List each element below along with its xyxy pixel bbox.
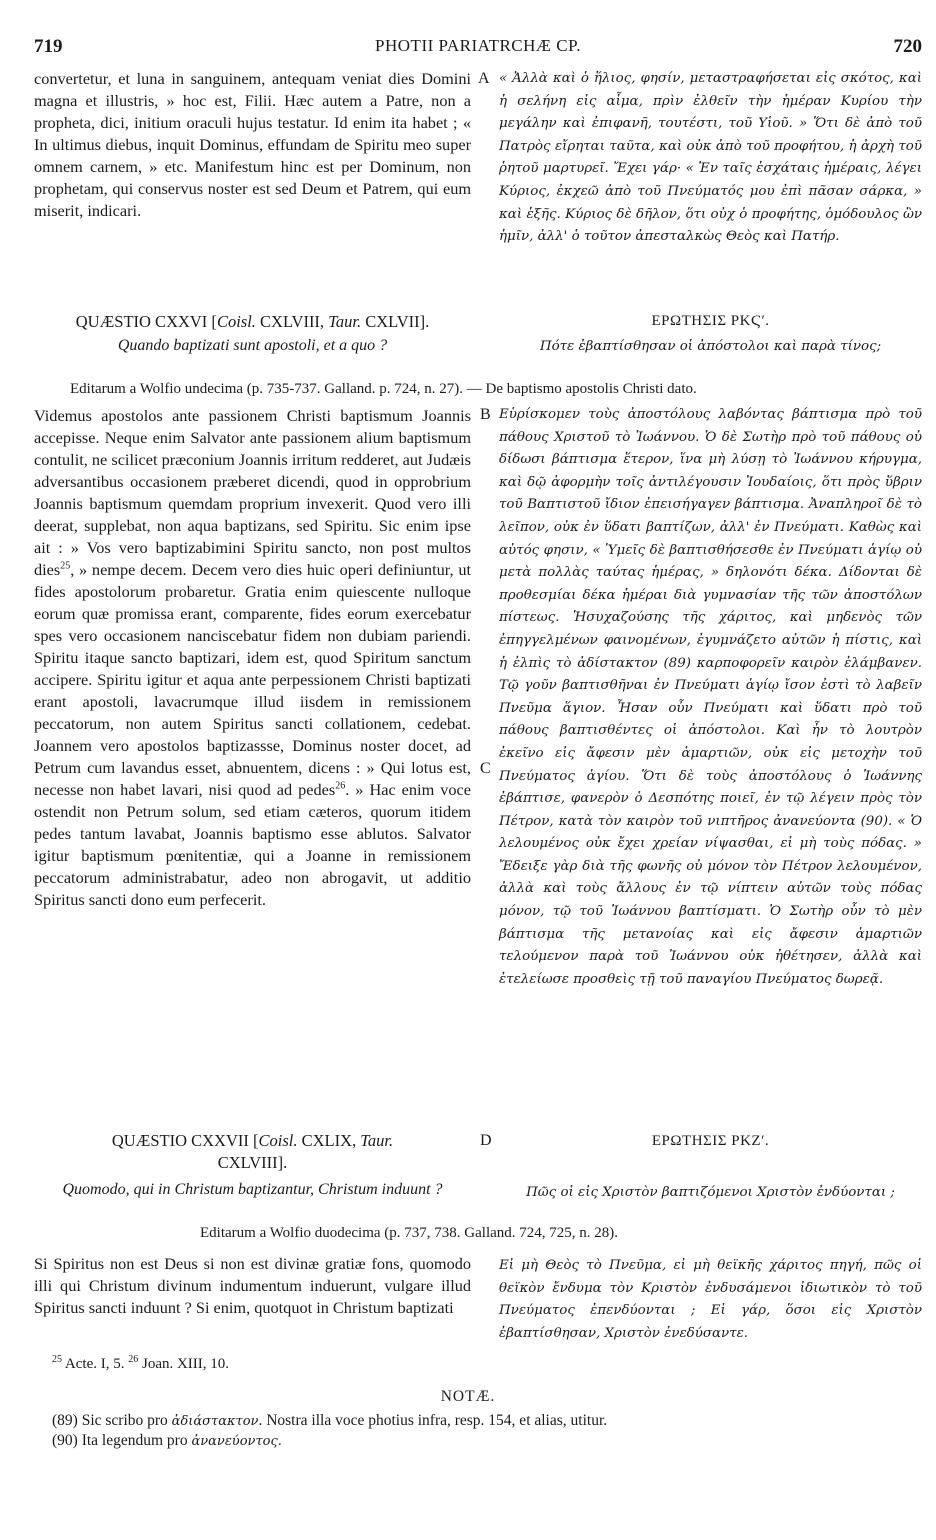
left-page-number: 719 <box>34 36 63 57</box>
margin-marker-c: C <box>480 760 491 777</box>
margin-marker-b: B <box>480 406 491 423</box>
latin-paragraph: Videmus apostolos ante passionem Christi baptismum Joannis accepisse. Neque enim Salvator ante passionem alium baptismum contulit, ne scilicet præconium Joannis irritum redderet, aut Judæis adversantibus occasionem præberet dicendi, quod in opprobrium Joannis baptismum quemdam proprium invexerit. Quod vero illi deerat, supplebat, non aqua baptizans, sed Spiritu. Sic enim ipse ait : » Vos vero baptizabimini Spiritu sancto, non post multos dies$^{25}$, » nempe decem. Decem vero dies huic operi definiuntur, ut fides apostolorum probaretur. Gratia enim quiescente nulloque eorum quæ promissa erant, comparente, fides eorum exercebatur spes vero occasionem nanciscebatur fidem non dubiam pariendi. Spiritu itaque sancto baptizari, idem est, quod Spiritum sanctum accipere. Spiritu igitur et aqua ante perpessionem Christi baptizati erant apostoli, lavacrumque illud iisdem in remissionem peccatorum, non autem Spiritus sancti collationem, cedebat. Joannem vero apostolos baptizassse, Dominus noster docet, ad Petrum cum lavandus esset, abnuentem, dicens : » Qui lotus est, necesse non habet lavari, nisi quod ad pedes$^{26}$. » Hac enim voce ostendit non Petrum solum, sed etiam cæteros, quorum itidem pedes tantum lavabat, Joannis baptismo esse ablutos. Salvator igitur baptismum pœnitentiæ, qui a Joanne in remissionem peccatorum administrabatur, adeo non abrogavit, ut additio Spiritus sancti dono eum perfecerit. <box>34 406 471 909</box>
right-page-number: 720 <box>893 36 922 57</box>
latin-paragraph: convertetur, et luna in sanguinem, antequam veniat dies Domini magna et illustris, » hoc est, Filii. Hæc autem a Patre, non a propheta, dici, initium oraculi hujus testatur. Id enim ita habet ; « In ultimus diebus, inquit Dominus, effundam de Spiritu meo super omnem carnem, » etc. Manifestum hinc est per Dominum, non prophetam, qui conservus noster est sed Deum et Patrem, qui eum miserit, indicari. <box>34 69 471 220</box>
question-127-edition-note: Editarum a Wolfio duodecima (p. 737, 738. Galland. 724, 725, n. 28). <box>200 1225 619 1241</box>
page-header <box>34 36 922 62</box>
question-127-title: QUÆSTIO CXXVII [Coisl. CXLIX, Taur. CXLVIII]. <box>111 1131 394 1172</box>
margin-marker-d: D <box>480 1132 492 1149</box>
footnote-ref: 26 <box>335 780 346 792</box>
latin-column-intro <box>34 68 471 222</box>
margin-marker-a: A <box>478 70 490 87</box>
greek-question-127-title: ΕΡΩΤΗΣΙΣ ΡΚΖʹ. <box>651 1133 770 1149</box>
latin-paragraph: Si Spiritus non est Deus si non est divinæ gratiæ fons, quomodo illi qui Christum divinum indumentum induerunt, vulgare illud Spiritus sancti induunt ? Si enim, quotquot in Christum baptizati <box>34 1254 471 1317</box>
greek-question-127-subtitle: Πῶς οἱ εἰς Χριστὸν βαπτιζόμενοι Χριστὸν ἐνδύονται ; <box>526 1185 895 1200</box>
notae-heading: NOTÆ. <box>440 1388 496 1405</box>
note-89: (89) Sic scribo pro ἀδιάστακτον. Nostra illa voce photius infra, resp. 154, et alias, utitur. <box>52 1412 608 1429</box>
footnotes: $^{25}$ Acte. I, 5. $^{26}$ Joan. XIII, 10. <box>52 1354 230 1372</box>
question-126-subtitle: Quando baptizati sunt apostoli, et a quo ? <box>117 337 388 354</box>
greek-column-intro <box>499 68 922 249</box>
question-126-title: QUÆSTIO CXXVI [Coisl. CXLVIII, Taur. CXLVII]. <box>75 312 430 331</box>
running-title: PHOTII PARIATRCHÆ CP. <box>375 36 581 55</box>
latin-column-q127 <box>34 1253 471 1319</box>
note-90: (90) Ita legendum pro ἀνανεύοντος. <box>52 1432 282 1449</box>
question-127-subtitle: Quomodo, qui in Christum baptizantur, Christum induunt ? <box>62 1181 443 1198</box>
footnote-ref: 25 <box>60 560 71 572</box>
greek-question-126-title: ΕΡΩΤΗΣΙΣ ΡΚϚʹ. <box>651 313 770 329</box>
greek-question-126-subtitle: Πότε ἐβαπτίσθησαν οἱ ἀπόστολοι καὶ παρὰ τίνος; <box>539 339 882 354</box>
greek-paragraph: « Ἀλλὰ καὶ ὁ ἥλιος, φησίν, μεταστραφήσεται εἰς σκότος, καὶ ἡ σελήνη εἰς αἷμα, πρὶν ἐλθεῖν τὴν ἡμέραν Κυρίου τὴν μεγάλην καὶ ἐπιφανῆ, τουτέστι, τοῦ Υἱοῦ. » Ὅτι δὲ ἀπὸ τοῦ Πατρὸς εἴρηται ταῦτα, καὶ οὐκ ἀπὸ τοῦ προφήτου, ἡ ἀρχὴ τοῦ ῥητοῦ μαρτυρεῖ. Ἔχει γάρ· « Ἐν ταῖς ἐσχάταις ἡμέραις, λέγει Κύριος, ἐκχεῶ ἀπὸ τοῦ Πνεύματός μου ἐπὶ πᾶσαν σάρκα, » καὶ ἑξῆς. Κύριος δὲ δῆλον, ὅτι οὐχ ὁ προφήτης, ὁμόδουλος ὢν ἡμῖν, ἀλλ' ὁ τοῦτον ἀπεσταλκὼς Θεὸς καὶ Πατήρ. <box>499 71 922 245</box>
greek-paragraph: Εἰ μὴ Θεὸς τὸ Πνεῦμα, εἰ μὴ θεϊκῆς χάριτος πηγή, πῶς οἱ θεϊκὸν ἔνδυμα τὸν Κριστὸν ἐνδυσάμενοι ἰδιωτικὸν τὸ τοῦ Πνεύματος ἐπενδύονται ; Εἰ γάρ, ὅσοι εἰς Χριστὸν ἐβαπτίσθησαν, Χριστὸν ἐνεδύσαντε. <box>499 1258 922 1341</box>
question-126-edition-note: Editarum a Wolfio undecima (p. 735-737. Galland. p. 724, n. 27). — De baptismo apostolis Christi dato. <box>70 381 697 397</box>
latin-column-q126 <box>34 405 471 911</box>
greek-paragraph: Εὑρίσκομεν τοὺς ἀποστόλους λαβόντας βάπτισμα πρὸ τοῦ πάθους Χριστοῦ τὸ Ἰωάννου. Ὁ δὲ Σωτὴρ πρὸ τοῦ πάθους οὐ δίδωσι βάπτισμα ἕτερον, ἵνα μὴ λύσῃ τὸ Ἰωάννου κήρυγμα, καὶ δῷ ἀφορμὴν τοῖς ἀντιλέγουσιν Ἰουδαίοις, ὅτι πρὸς ὕβριν τοῦ Βαπτιστοῦ ἴδιον ἐπεισήγαγεν βάπτισμα. Ἀναπληροῖ δὲ τὸ λεῖπον, οὐκ ἐν ὕδατι βαπτίζων, ἀλλ' ἐν Πνεύματι. Καθὼς καὶ αὐτός φησιν, « Ὑμεῖς δὲ βαπτισθήσεσθε ἐν Πνεύματι ἁγίῳ οὐ μετὰ πολλὰς ταύτας ἡμέρας, » δηλονότι δέκα. Δίδονται δὲ προθεσμίαι δέκα ἡμέραι διὰ γυμνασίαν τῆς τῶν ἀποστόλων πίστεως. Ἡσυχαζούσης τῆς χάριτος, καὶ μηδενὸς τῶν ἐπηγγελμένων φαινομένων, ἐγυμνάζετο αὐτῶν ἡ πίστις, καὶ ἡ ἐλπὶς τὸ ἀδίστακτον (89) καρποφορεῖν καιρὸν ἐλάμβανεν. Τῷ γοῦν βαπτισθῆναι ἐν Πνεύματι ἁγίῳ ἴσον ἐστὶ τὸ λαβεῖν Πνεῦμα ἅγιον. Ἦσαν οὖν Πνεύματι καὶ ὕδατι πρὸ τοῦ πάθους βαπτισθέντες οἱ ἀπόστολοι. Καὶ ἦν τὸ λουτρὸν ἐκεῖνο εἰς ἄφεσιν μὲν ἁμαρτιῶν, οὐκ εἰς μετοχὴν τοῦ Πνεύματος ἁγίου. Ὅτι δὲ τοὺς ἀποστόλους ὁ Ἰωάννης ἐβάπτισε, φανερὸν ὁ Δεσπότης ποιεῖ, ἐν τῷ λέγειν πρὸς τὸν Πέτρον, κατὰ τὸν καιρὸν τοῦ νιπτῆρος ἀνανεύοντα (90). « Ὁ λελουμένος οὐκ ἔχει χρείαν νίψασθαι, εἰ μὴ τοὺς πόδας. » Ἔδειξε γὰρ διὰ τῆς φωνῆς οὐ μόνον τὸν Πέτρον λελουμένον, ἀλλὰ καὶ τοὺς ἄλλους ἐν τῷ νίπτειν αὐτῶν τοὺς πόδας μόνον, τῷ τοῦ Ἰωάννου βαπτίσματι. Ὁ Σωτὴρ οὖν τὸ μὲν βάπτισμα τῆς μετανοίας καὶ εἰς ἄφεσιν ἁμαρτιῶν τελούμενον παρὰ τοῦ Ἰωάννου οὐκ ἠθέτησεν, ἀλλὰ καὶ ἐτελείωσε προσθεὶς τῇ τοῦ παναγίου Πνεύματος δωρεᾷ. <box>499 407 922 987</box>
greek-column-q126 <box>499 404 922 991</box>
greek-column-q127 <box>499 1255 922 1345</box>
